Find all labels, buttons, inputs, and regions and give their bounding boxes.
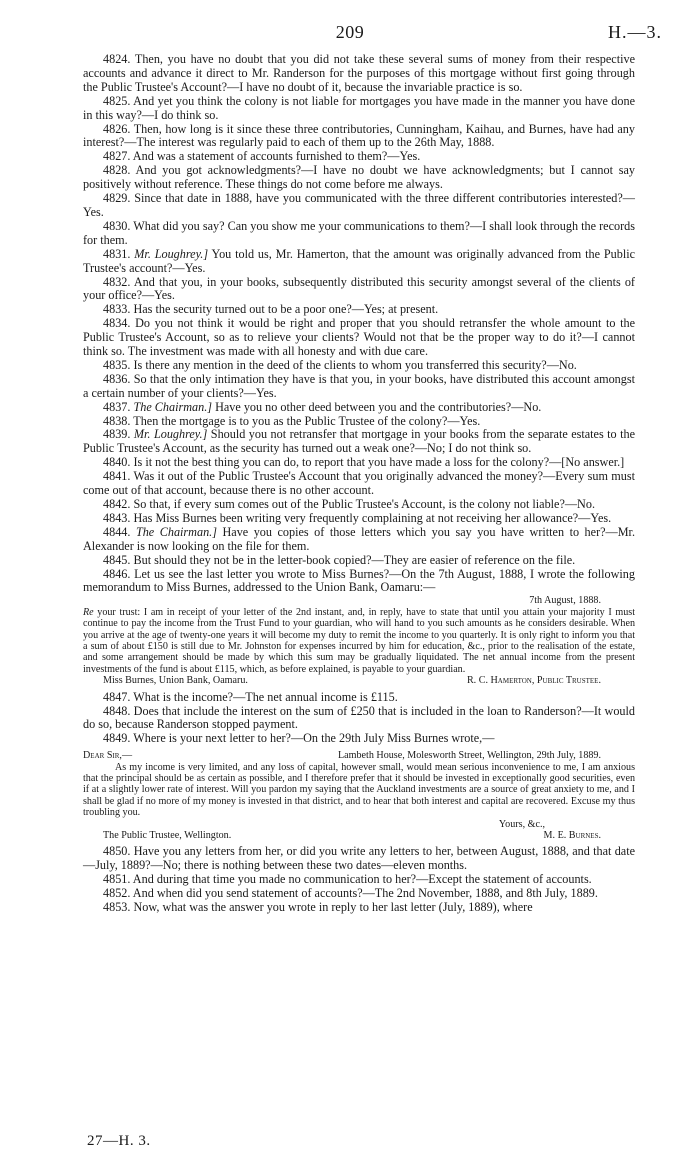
question-text: Have you no other deed between you and the contributories?—No. [212, 399, 542, 414]
letter-salutation: Dear Sir,— [83, 750, 133, 762]
question-4849: 4849. Where is your next letter to her?—On the 29th July Miss Burnes wrote,— [103, 731, 495, 746]
question-text: Should you not retransfer that mortgage in your books from the separate estates to the Public Trustee's Account, as the security has turned out a weak one?—No; I do not think so. [83, 427, 636, 456]
question-4847: 4847. What is the income?—The net annual income is £115. [103, 689, 398, 704]
question-4853: 4853. Now, what was the answer you wrote in reply to her last letter (July, 1889), where [103, 900, 533, 915]
letter-body-text: your trust: I am in receipt of your letter of the 2nd instant, and, in reply, have to state that until you attain your majority I must continue to pay the income from the Trust Fund to your guardian, who will hand to you such amounts as he considers desirable. When you arrive at the age of twenty-one years it will become my duty to remit the income to you quarterly. It is only right to inform you that a sum of about £150 is still due to Mr. Johnston for expenses incurred by him for education, &c., prior to the realisation of the estate, and some arrangement should be made by which this sum may be gradually liquidated. The net annual income from the present investments of the fund is about £115, which, as before explained, is payable to your guardian. [83, 606, 635, 675]
question-4830: 4830. What did you say? Can you show me your communications to them?—I shall look through the records for them. [83, 218, 635, 247]
question-4840: 4840. Is it not the best thing you can do, to report that you have made a loss for the colony?—[No answer.] [103, 455, 625, 470]
page-header [0, 22, 700, 46]
question-4825: 4825. And yet you think the colony is not liable for mortgages you have made in the manner you have done in this way?—I do think so. [83, 93, 635, 122]
letter-date: 7th August, 1888. [529, 595, 601, 607]
evidence-text [83, 53, 635, 915]
question-4846: 4846. Let us see the last letter you wrote to Miss Burnes?—On the 7th August, 1888, I wrote the following memorandum to Miss Burnes, addressed to the Union Bank, Oamaru:— [83, 566, 635, 595]
question-4851: 4851. And during that time you made no communication to her?—Except the statement of accounts. [103, 872, 592, 887]
question-text: You told us, Mr. Hamerton, that the amount was originally advanced from the Public Trustee's account?—Yes. [83, 246, 636, 275]
letter-signature: R. C. Hamerton, Public Trustee. [466, 675, 601, 687]
speaker-name: The Chairman.] [135, 524, 217, 539]
letter-sign-row [83, 830, 601, 841]
page-number: 209 [335, 22, 365, 42]
document-reference: H.—3. [608, 22, 662, 42]
question-4829: 4829. Since that date in 1888, have you communicated with the three different contributories interested?—Yes. [83, 191, 635, 219]
question-4836: 4836. So that the only intimation they have is that you, in your books, have distributed this account amongst a certain number of your clients?—Yes. [83, 371, 635, 400]
question-4831 [83, 248, 635, 276]
question-4848: 4848. Does that include the interest on the sum of £250 that is included in the loan to Randerson?—It would do so, because Randerson stopped payment. [83, 703, 635, 732]
question-4837 [83, 401, 635, 415]
question-number: 4844. [103, 524, 131, 539]
letter-addressee: The Public Trustee, Wellington. [103, 830, 232, 842]
question-4844 [83, 526, 635, 554]
letter-address: Lambeth House, Molesworth Street, Wellington, 29th July, 1889. [338, 750, 601, 762]
burnes-letter [83, 750, 635, 841]
question-4835: 4835. Is there any mention in the deed of the clients to whom you transferred this security?—No. [103, 357, 577, 372]
letter-sign-row [83, 675, 601, 686]
question-4839 [83, 428, 635, 456]
question-4838: 4838. Then the mortgage is to you as the Public Trustee of the colony?—Yes. [103, 413, 481, 428]
question-4843: 4843. Has Miss Burnes been writing very frequently complaining at not receiving her allowance?—Yes. [103, 510, 612, 525]
letter-signature: M. E. Burnes. [543, 830, 601, 842]
question-number: 4837. [103, 399, 131, 414]
question-4827: 4827. And was a statement of accounts furnished to them?—Yes. [103, 149, 421, 164]
letter-body: As my income is very limited, and any loss of capital, however small, would mean serious inconvenience to me, I am anxious that the principal should be as certain as possible, and I therefore prefer that it should be invested in exceptionally good securities, even if at a slightly lower rate of interest. Will you pardon my saying that the Auckland investments are a source of great anxiety to me, and I shall be glad if no more of my money is invested in that district, and to hear that both interest and capital are recovered. Excuse my thus troubling you. [83, 761, 635, 819]
memorandum-letter [83, 595, 635, 686]
speaker-name: Mr. Loughrey.] [134, 246, 209, 261]
speaker-name: Mr. Loughrey.] [133, 427, 208, 442]
question-4852: 4852. And when did you send statement of accounts?—The 2nd November, 1888, and 8th July, 1889. [103, 886, 598, 901]
question-4845: 4845. But should they not be in the letter-book copied?—They are easier of reference on the file. [103, 552, 576, 567]
letter-closing: Yours, &c., [498, 818, 545, 830]
speaker-name: The Chairman.] [133, 399, 213, 414]
question-number: 4831. [103, 246, 131, 261]
question-4833: 4833. Has the security turned out to be a poor one?—Yes; at present. [103, 302, 439, 317]
question-4828: 4828. And you got acknowledgments?—I have no doubt we have acknowledgments; but I cannot say positively without reference. These things do not come before me always. [83, 163, 635, 192]
question-text: Have you copies of those letters which you say you have written to her?—Mr. Alexander is now looking on the file for them. [83, 524, 635, 553]
question-4841: 4841. Was it out of the Public Trustee's Account that you originally advanced the money?—Every sum must come out of that account, because there is no other account. [83, 469, 635, 498]
letter-addressee: Miss Burnes, Union Bank, Oamaru. [103, 675, 248, 687]
question-4832: 4832. And that you, in your books, subsequently distributed this security amongst several of the clients of your office?—Yes. [83, 274, 635, 303]
signature-mark: 27—H. 3. [87, 1133, 151, 1149]
question-4842: 4842. So that, if every sum comes out of the Public Trustee's Account, is the colony not liable?—No. [103, 497, 596, 511]
letter-heading [83, 750, 601, 761]
letter-re: Re [83, 606, 94, 618]
question-4826: 4826. Then, how long is it since these three contributories, Cunningham, Kaihau, and Burnes, have had any interest?—The interest was regularly paid to each of them up to the 26th May, 1888. [83, 121, 635, 150]
question-number: 4839. [103, 427, 131, 442]
letter-body [83, 607, 635, 675]
question-4850: 4850. Have you any letters from her, or did you write any letters to her, between August, 1888, and that date—July, 1889?—No; there is nothing between these two dates—eleven months. [83, 844, 635, 873]
question-4834: 4834. Do you not think it would be right and proper that you should retransfer the whole amount to the Public Trustee's Account, so as to relieve your clients? Would not that be the proper way to do it?—I cannot think so. The investment was made with all honesty and with due care. [83, 316, 635, 359]
question-4824: 4824. Then, you have no doubt that you did not take these several sums of money from their respective accounts and advance it direct to Mr. Randerson for the purposes of this mortgage without first going through the Public Trustee's Account?—I have no doubt of it, because the invariable practice is so. [83, 52, 635, 94]
